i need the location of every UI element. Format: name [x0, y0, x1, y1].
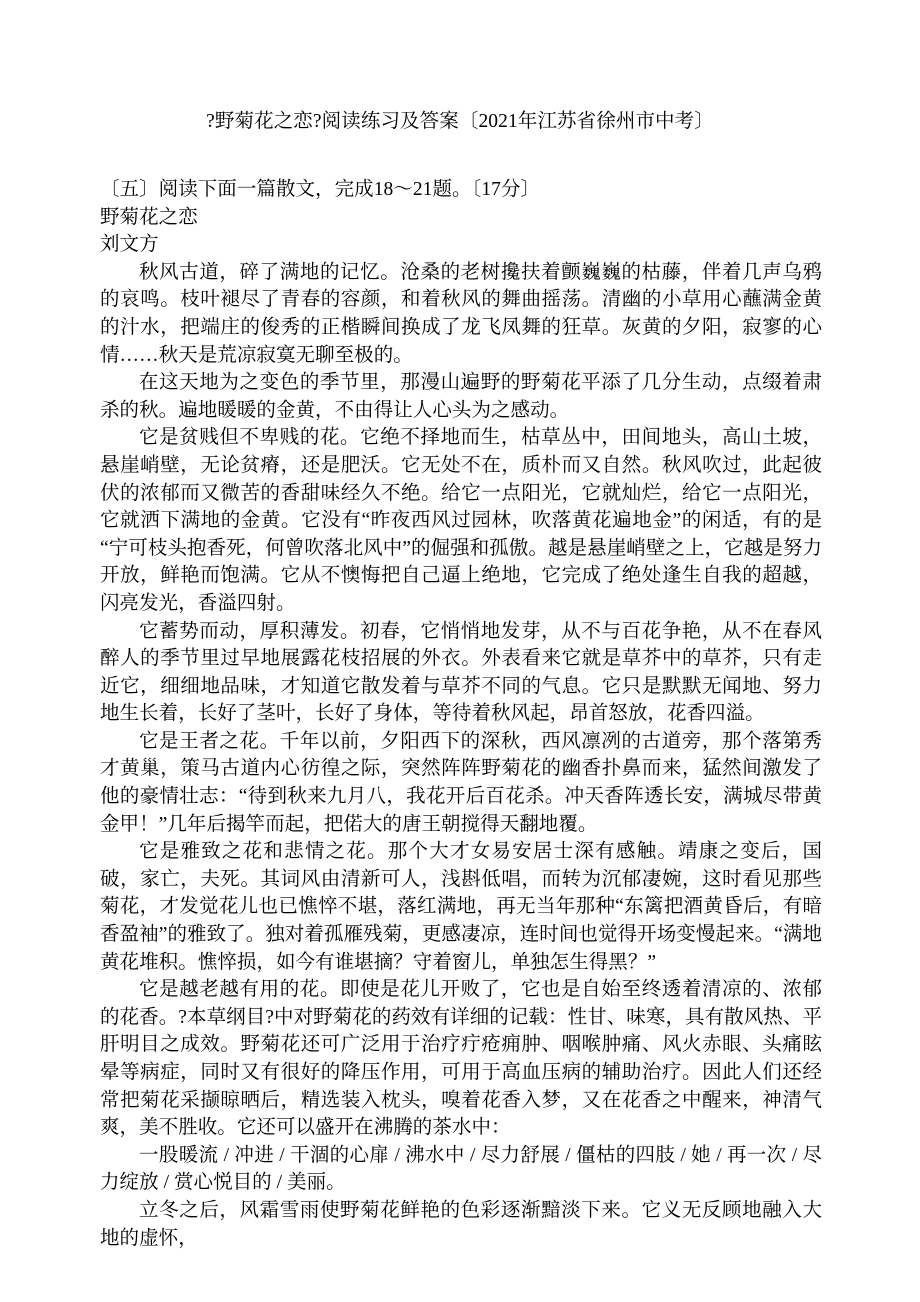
body-paragraph: 秋风古道，碎了满地的记忆。沧桑的老树攙扶着颤巍巍的枯藤，伴着几声乌鸦的哀鸣。枝叶褪尽了青春的容颜，和着秋风的舞曲摇荡。清幽的小草用心蘸满金黄的汁水，把端庄的俊秀的正楷瞬间换成了龙飞凤舞的狂草。灰黄的夕阳，寂寥的心情……秋天是荒凉寂寞无聊至极的。 — [100, 261, 822, 366]
article-title: 野菊花之恋 — [100, 206, 198, 228]
body-paragraph: 它是越老越有用的花。即使是花儿开败了，它也是自始至终透着清凉的、浓郁的花香。?本草纲目?中对野菊花的药效有详细的记载：性甘、味寒，具有散风热、平肝明目之成效。野菊花还可广泛用于治疗疔疮痈肿、咽喉肿痛、风火赤眼、头痛眩晕等病症，同时又有很好的降压作用，可用于高血压病的辅助治疗。因此人们还经常把菊花采撷晾晒后，精选装入枕头，嗅着花香入梦，又在花香之中醒来，神清气爽，美不胜收。它还可以盛开在沸腾的茶水中： — [100, 979, 822, 1139]
exercise-instruction: 〔五〕阅读下面一篇散文，完成18～21题。〔17分〕 — [100, 179, 541, 200]
article-author: 刘文方 — [100, 234, 159, 256]
body-paragraph: 它蓄势而动，厚积薄发。初春，它悄悄地发芽，从不与百花争艳，从不在春风醉人的季节里过早地展露花枝招展的外衣。外表看来它就是草芥中的草芥，只有走近它，细细地品味，才知道它散发着与草芥不同的气息。它只是默默无闻地、努力地生长着，长好了茎叶，长好了身体，等待着秋风起，昂首怒放，花香四溢。 — [100, 620, 822, 725]
body-paragraph: 它是雅致之花和悲情之花。那个大才女易安居士深有感触。靖康之变后，国破，家亡，夫死。其词风由清新可人，浅斟低唱，而转为沉郁凄婉，这时看见那些菊花，才发觉花儿也已憔悴不堪，落红满地，再无当年那种“东篱把酒黄昏后，有暗香盈袖”的雅致了。独对着孤雁残菊，更感凄凉，连时间也觉得开场变慢起来。“满地黄花堆积。憔悴损，如今有谁堪摘？守着窗儿，单独怎生得黑？” — [100, 841, 822, 973]
body-paragraph: 在这天地为之变色的季节里，那漫山遍野的野菊花平添了几分生动，点缀着肃杀的秋。遍地暖暖的金黄，不由得让人心头为之感动。 — [100, 372, 822, 421]
page-title: ?野菊花之恋?阅读练习及答案〔2021年江苏省徐州市中考〕 — [206, 111, 714, 132]
body-paragraph: 它是贫贱但不卑贱的花。它绝不择地而生，枯草丛中，田间地头，高山土坡，悬崖峭壁，无论贫瘠，还是肥沃。它无处不在，质朴而又自然。秋风吹过，此起彼伏的浓郁而又微苦的香甜味经久不绝。给它一点阳光，它就灿烂，给它一点阳光，它就洒下满地的金黄。它没有“昨夜西风过园林，吹落黄花遍地金”的闲适，有的是“宁可枝头抱香死，何曾吹落北风中”的倔强和孤傲。越是悬崖峭壁之上，它越是努力开放，鲜艳而饱满。它从不懊悔把自己逼上绝地，它完成了绝处逢生自我的超越，闪亮发光，香溢四射。 — [100, 427, 822, 614]
body-paragraph: 立冬之后，风霜雪雨使野菊花鲜艳的色彩逐渐黯淡下来。它义无反顾地融入大地的虚怀， — [100, 1199, 822, 1249]
body-paragraph: 它是王者之花。千年以前，夕阳西下的深秋，西风凛冽的古道旁，那个落第秀才黄巢，策马古道内心彷徨之际，突然阵阵野菊花的幽香扑鼻而来，猛然间激发了他的豪情壮志：“待到秋来九月八，我花开后百花杀。冲天香阵透长安，满城尽带黄金甲！”几年后揭竿而起，把偌大的唐王朝搅得天翻地覆。 — [100, 730, 822, 835]
document-body — [100, 176, 822, 1252]
poem-paragraph: 一股暖流 / 冲进 / 干涸的心扉 / 沸水中 / 尽力舒展 / 僵枯的四肢 / 她 / 再一次 / 尽力绽放 / 赏心悦目的 / 美丽。 — [100, 1144, 822, 1194]
